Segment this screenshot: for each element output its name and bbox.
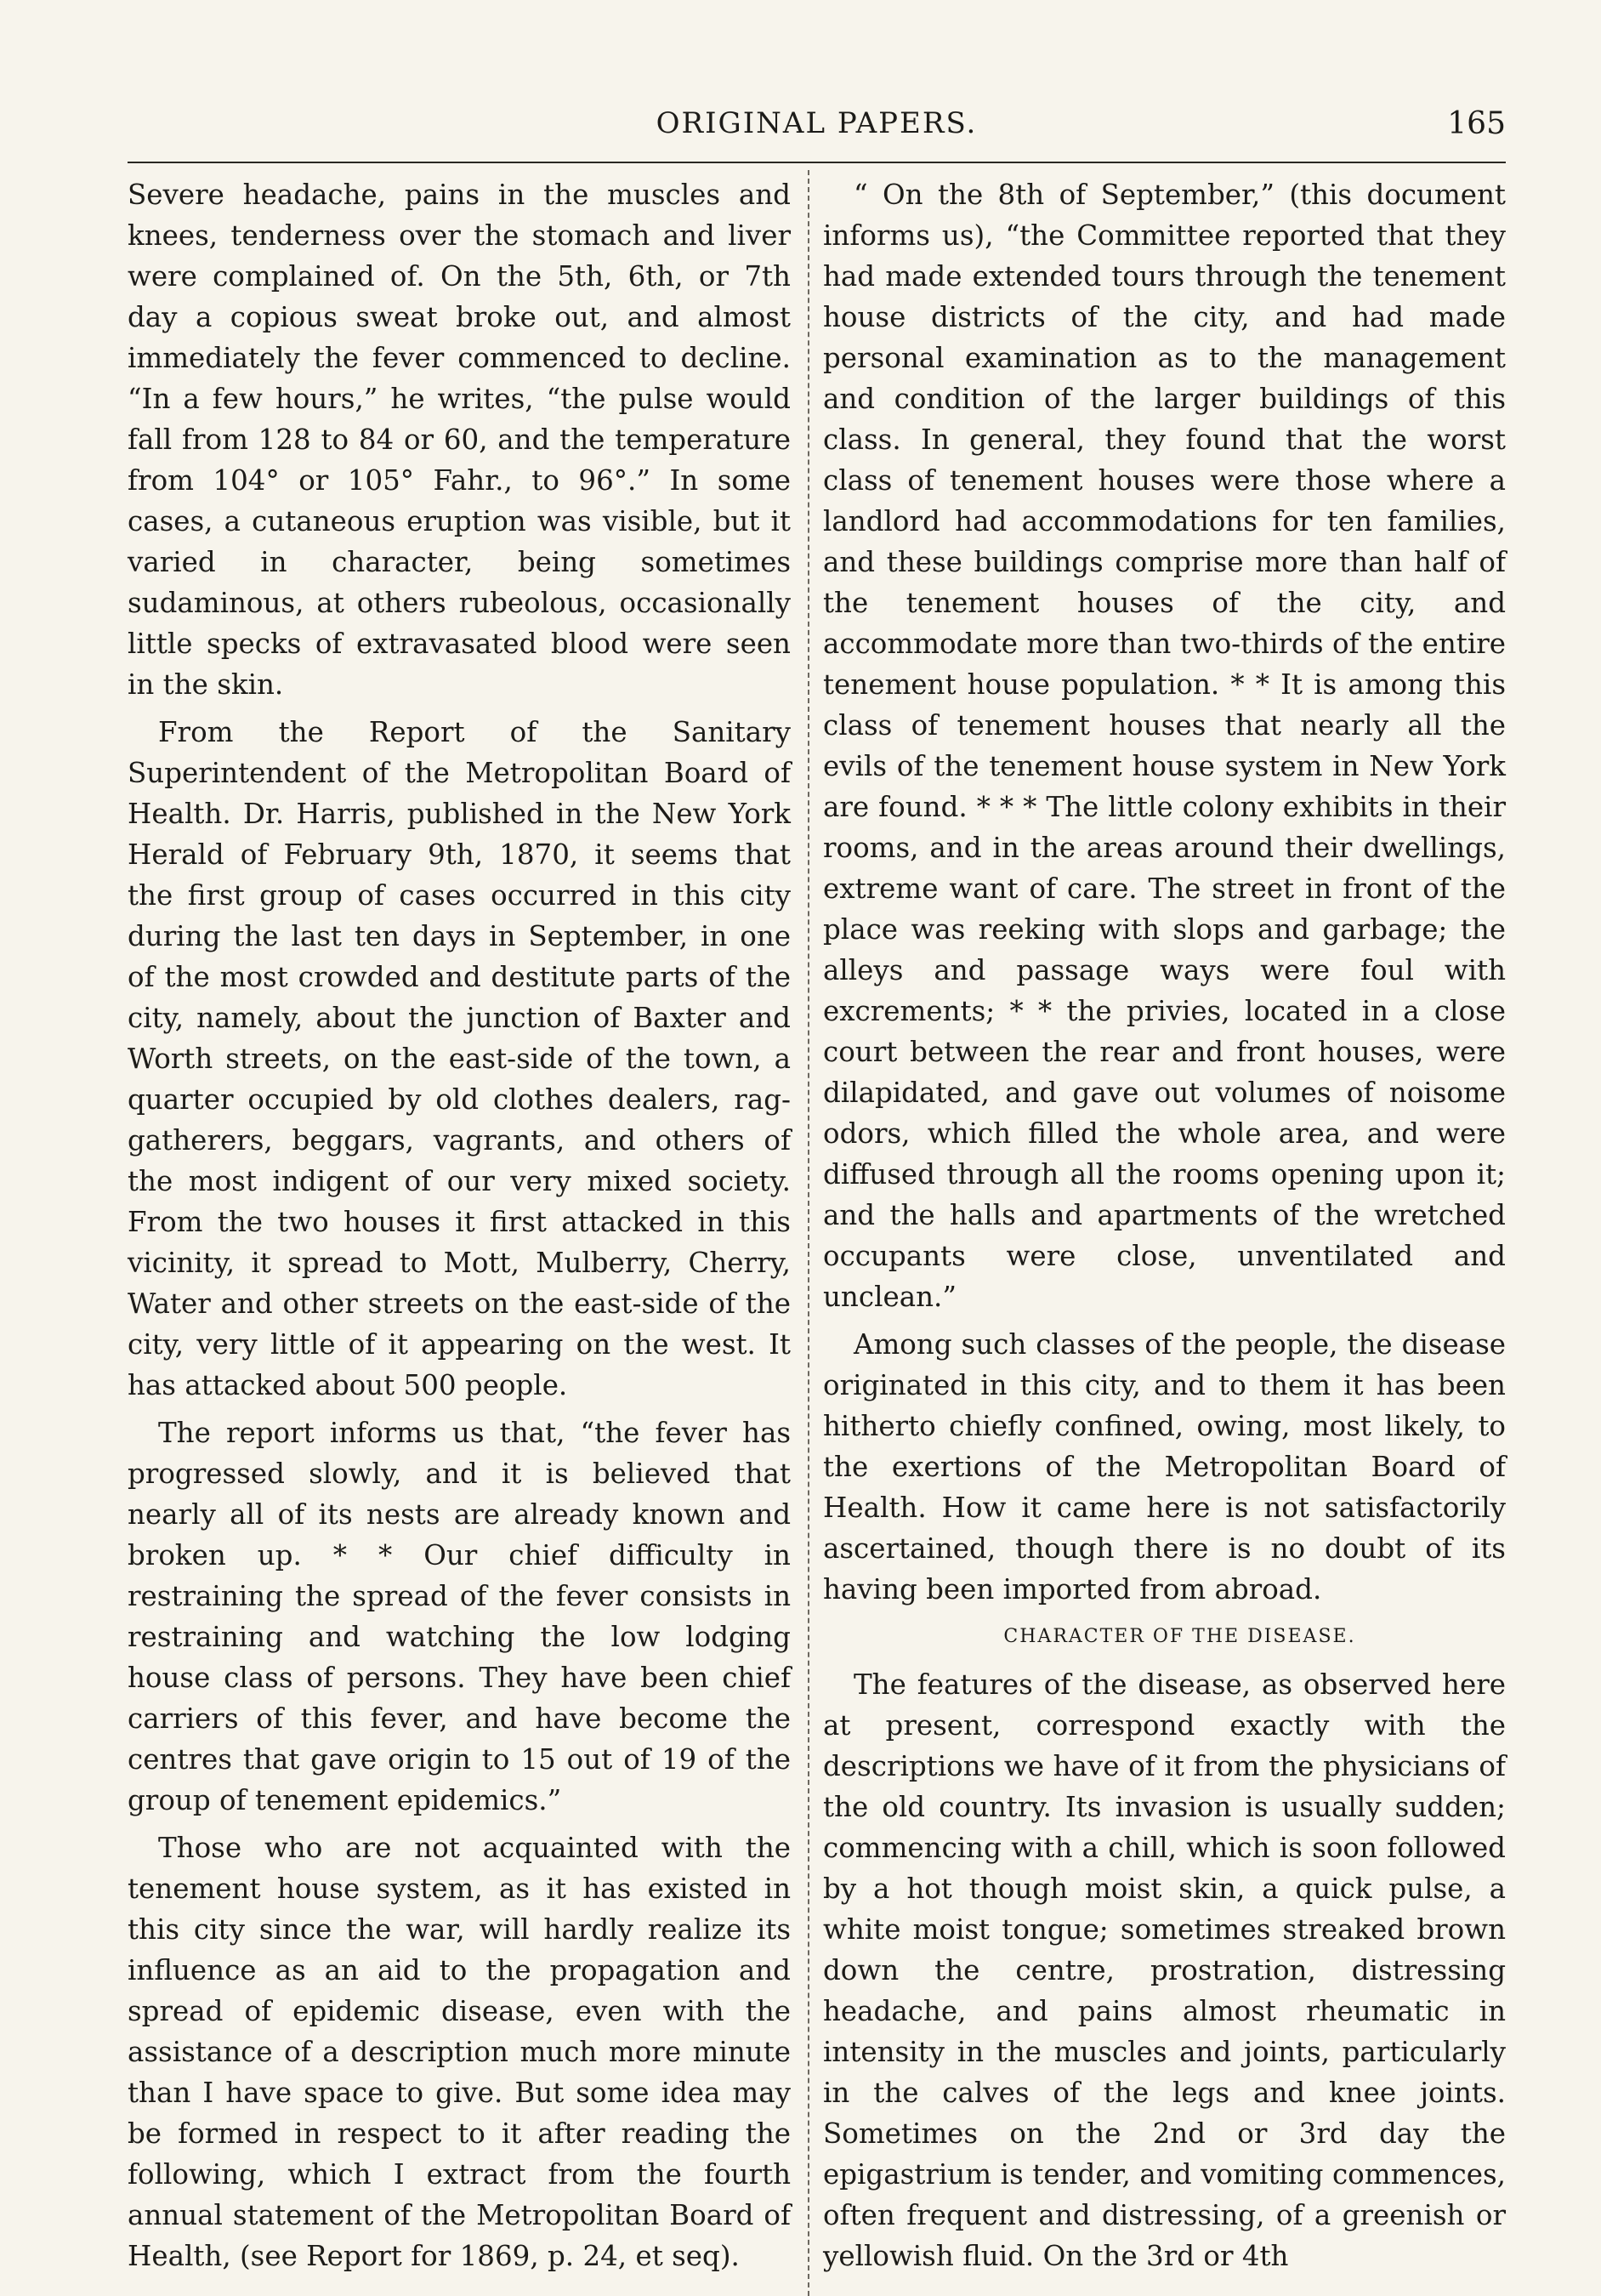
page-header xyxy=(128,106,1506,157)
paragraph: Among such classes of the people, the disease originated in this city, and to them it has been hitherto chiefly confined, owing, most likely, to the exertions of the Metropolitan Board of Health. How it came here is not satisfactorily ascertained, though there is no doubt of its having been imported from abroad. xyxy=(823,1328,1506,1605)
page-number: 165 xyxy=(1447,106,1506,141)
paragraph: “ On the 8th of September,” (this document informs us), “the Committee reported that they had made extended tours through the tenement house districts of the city, and had made personal examination as to the management and condition of the larger buildings of this class. In general, they found that the worst class of tenement houses were those where a landlord had accommodations for ten families, and these buildings comprise more than half of the tenement houses of the city, and accommodate more than two-thirds of the entire tenement house population. * * It is among this class of tenement houses that nearly all the evils of the tenement house system in New York are found. * * * The little colony exhibits in their rooms, and in the areas around their dwellings, extreme want of care. The street in front of the place was reeking with slops and garbage; the alleys and passage ways were foul with excrements; * * the privies, located in a close court between the rear and front houses, were dilapidated, and gave out volumes of noisome odors, which filled the whole area, and were diffused through all the rooms opening upon it; and the halls and apartments of the wretched occupants were close, unventilated and unclean.” xyxy=(823,179,1506,1313)
left-column xyxy=(128,174,791,2276)
paragraph: The features of the disease, as observed here at present, correspond exactly with the descriptions we have of it from the physicians of the old country. Its invasion is usually sudden; commencing with a chill, which is soon followed by a hot though moist skin, a quick pulse, a white moist tongue; sometimes streaked brown down the centre, prostration, distressing headache, and pains almost rheumatic in intensity in the muscles and joints, particularly in the calves of the legs and knee joints. Sometimes on the 2nd or 3rd day the epigastrium is tender, and vomiting commences, often frequent and distressing, of a greenish or yellowish fluid. On the 3rd or 4th xyxy=(823,1668,1506,2272)
running-head: ORIGINAL PAPERS. xyxy=(656,106,978,140)
column-divider xyxy=(808,170,809,2296)
paragraph: Severe headache, pains in the muscles and knees, tenderness over the stomach and liver were complained of. On the 5th, 6th, or 7th day a copious sweat broke out, and almost immediately the fever commenced to decline. “In a few hours,” he writes, “the pulse would fall from 128 to 84 or 60, and the temperature from 104° or 105° Fahr., to 96°.” In some cases, a cutaneous eruption was visible, but it varied in character, being sometimes sudaminous, at others rubeolous, occasionally little specks of extravasated blood were seen in the skin. xyxy=(128,179,791,701)
right-column xyxy=(823,174,1506,2276)
section-heading: CHARACTER OF THE DISEASE. xyxy=(1003,1626,1356,1647)
header-rule xyxy=(128,162,1506,163)
paragraph: The report informs us that, “the fever has progressed slowly, and it is believed that nearly all of its nests are already known and broken up. * * Our chief difficulty in restraining the spread of the fever consists in restraining and watching the low lodging house class of persons. They have been chief carriers of this fever, and have become the centres that gave origin to 15 out of 19 of the group of tenement epidemics.” xyxy=(128,1417,791,1816)
paragraph: From the Report of the Sanitary Superintendent of the Metropolitan Board of Health. Dr. Harris, published in the New York Herald of February 9th, 1870, it seems that the first group of cases occurred in this city during the last ten days in September, in one of the most crowded and destitute parts of the city, namely, about the junction of Baxter and Worth streets, on the east-side of the town, a quarter occupied by old clothes dealers, rag-gatherers, beggars, vagrants, and others of the most indigent of our very mixed society. From the two houses it first attacked in this vicinity, it spread to Mott, Mulberry, Cherry, Water and other streets on the east-side of the city, very little of it appearing on the west. It has attacked about 500 people. xyxy=(128,716,791,1401)
paragraph: Those who are not acquainted with the tenement house system, as it has existed in this city since the war, will hardly realize its influence as an aid to the propagation and spread of epidemic disease, even with the assistance of a description much more minute than I have space to give. But some idea may be formed in respect to it after reading the following, which I extract from the fourth annual statement of the Metropolitan Board of Health, (see Report for 1869, p. 24, et seq). xyxy=(128,1832,791,2272)
